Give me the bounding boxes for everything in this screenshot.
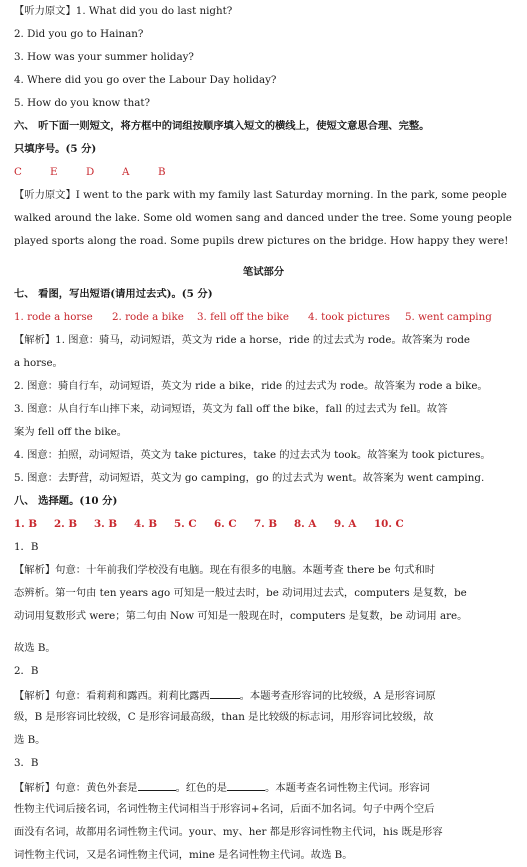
- blank-line: [138, 780, 176, 791]
- section-7-explain-5: 5. 图意：去野营，动词短语，英文为 go camping，go 的过去式为 went。故答案为 went camping.: [14, 472, 485, 484]
- blank-line: [227, 780, 265, 791]
- section-6-script-2: walked around the lake. Some old women sang and danced under the tree. Some young people: [14, 212, 512, 224]
- answer: A: [122, 166, 130, 178]
- answer: 1. rode a horse: [14, 311, 93, 323]
- section-8-title: 八、 选择题。(10 分): [14, 495, 118, 507]
- question-1-explain-3: 动词用复数形式 were；第二句由 Now 可知是一般现在时，computers 是复数，be 动词用 are。: [14, 610, 468, 622]
- answer: 9. A: [334, 518, 357, 530]
- section-6-script-1: [14, 189, 514, 202]
- section-7-explain-1: 【解析】1. 图意：骑马，动词短语，英文为 ride a horse，ride 的过去式为 rode。故答案为 rode: [14, 334, 471, 346]
- question-1-explain-1: 【解析】句意：十年前我们学校没有电脑。现在有很多的电脑。本题考查 there be 句式和时: [14, 564, 436, 576]
- listening-q2: 2. Did you go to Hainan?: [14, 28, 144, 40]
- answer: 7. B: [254, 518, 278, 530]
- question-3-answer: 3．B: [14, 757, 39, 769]
- answer: E: [50, 166, 58, 178]
- question-1-explain-2: 态辨析。第一句由 ten years ago 可知是一般过去时，be 动词用过去式，computers 是复数，be: [14, 587, 467, 599]
- section-6-title-cont: 只填序号。(5 分): [14, 143, 97, 155]
- section-6-answers: [14, 166, 514, 179]
- question-3-explain-1: [14, 780, 514, 795]
- question-3-explain-2: 性物主代词后接名词，名词性物主代词相当于形容词+名词，后面不加名词。句子中两个空后: [14, 803, 435, 815]
- answer: D: [86, 166, 95, 178]
- explain-text: 。本题考查名词性物主代词。形容词: [265, 782, 430, 794]
- answer: 2. B: [54, 518, 78, 530]
- question-1-explain-4: 故选 B。: [14, 642, 56, 654]
- answer: B: [158, 166, 166, 178]
- answer: 4. B: [134, 518, 158, 530]
- question-1-answer: 1．B: [14, 541, 39, 553]
- blank-line: [210, 688, 240, 699]
- listening-q5: 5. How do you know that?: [14, 97, 151, 109]
- section-8-answers: [14, 518, 514, 531]
- question-2-answer: 2．B: [14, 665, 39, 677]
- explain-text: 。本题考查形容词的比较级，A 是形容词原: [239, 690, 436, 702]
- section-7-title: 七、 看图，写出短语(请用过去式)。(5 分): [14, 288, 213, 300]
- listening-q1: 1. What did you do last night?: [75, 5, 233, 17]
- explain-text: 【解析】句意：看莉莉和露西。莉莉比露西: [14, 690, 210, 702]
- answer: 2. rode a bike: [112, 311, 184, 323]
- answer: 1. B: [14, 518, 38, 530]
- answer: C: [14, 166, 22, 178]
- answer: 4. took pictures: [308, 311, 390, 323]
- listening-q3: 3. How was your summer holiday?: [14, 51, 194, 63]
- section-7-explain-2: 2. 图意：骑自行车，动词短语，英文为 ride a bike，ride 的过去式为 rode。故答案为 rode a bike。: [14, 380, 488, 392]
- written-section-heading: 笔试部分: [242, 266, 285, 278]
- answer: 6. C: [214, 518, 237, 530]
- listening-label: 【听力原文】: [14, 5, 76, 17]
- section-7-explain-1-cont: a horse。: [14, 357, 63, 369]
- answer: 10. C: [374, 518, 404, 530]
- question-2-explain-3: 选 B。: [14, 734, 46, 746]
- answer: 3. B: [94, 518, 118, 530]
- listening-script-line-1: [14, 5, 514, 18]
- question-2-explain-1: [14, 688, 514, 703]
- answer: 5. went camping: [405, 311, 492, 323]
- section-7-explain-3: 3. 图意：从自行车山摔下来，动词短语，英文为 fall off the bike，fall 的过去式为 fell。故答: [14, 403, 448, 415]
- section-7-answers: [14, 311, 514, 324]
- script-label: 【听力原文】: [14, 189, 76, 201]
- answer: 5. C: [174, 518, 197, 530]
- section-7-explain-4: 4. 图意：拍照，动词短语，英文为 take pictures，take 的过去式为 took。故答案为 took pictures。: [14, 449, 491, 461]
- explain-text: 【解析】句意：黄色外套是: [14, 782, 138, 794]
- answer: 3. fell off the bike: [197, 311, 290, 323]
- question-3-explain-3: 面没有名词，故都用名词性物主代词。your、my、her 都是形容词性物主代词，his 既是形容: [14, 826, 443, 838]
- answer: 8. A: [294, 518, 317, 530]
- section-7-explain-3-cont: 案为 fell off the bike。: [14, 426, 128, 438]
- section-6-title: 六、 听下面一则短文，将方框中的词组按顺序填入短文的横线上，使短文意思合理、完整。: [14, 120, 430, 132]
- listening-q4: 4. Where did you go over the Labour Day holiday?: [14, 74, 277, 86]
- script-text: I went to the park with my family last Saturday morning. In the park, some people: [75, 189, 507, 201]
- section-6-script-3: played sports along the road. Some pupils drew pictures on the bridge. How happy they were!: [14, 235, 509, 247]
- question-3-explain-4: 词性物主代词，又是名词性物主代词，mine 是名词性物主代词。故选 B。: [14, 849, 353, 861]
- explain-text: 。红色的是: [175, 782, 228, 794]
- question-2-explain-2: 级，B 是形容词比较级，C 是形容词最高级，than 是比较级的标志词，用形容词比较级，故: [14, 711, 434, 723]
